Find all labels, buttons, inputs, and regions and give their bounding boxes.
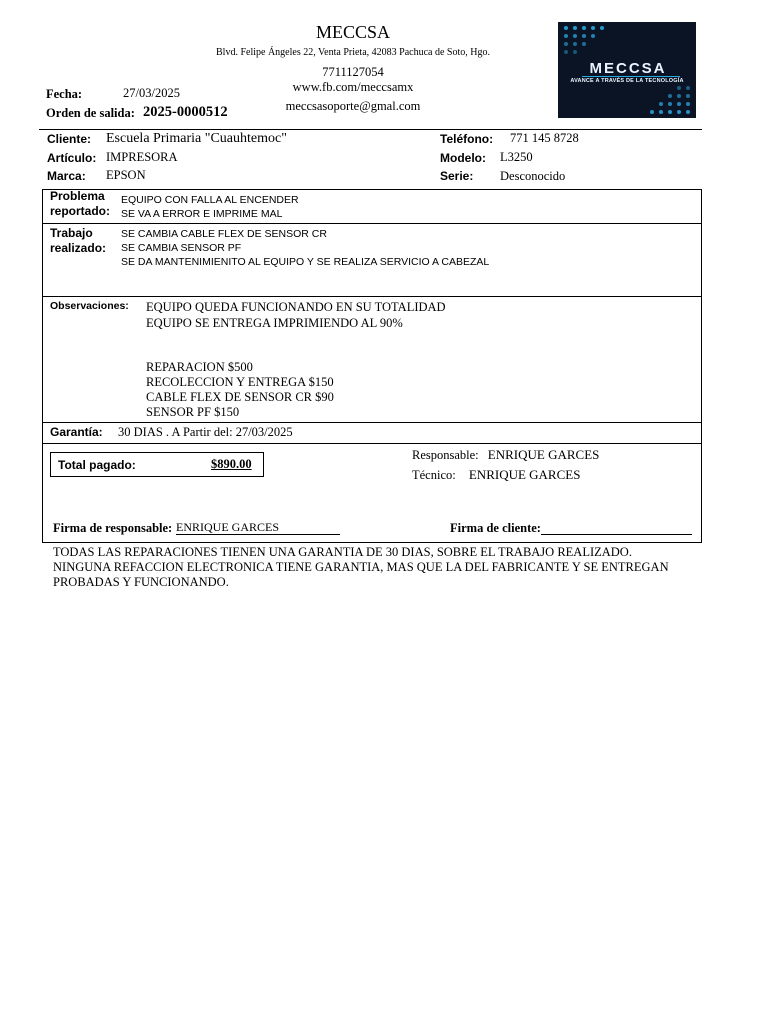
company-web: www.fb.com/meccsamx xyxy=(292,80,414,94)
logo-dot xyxy=(573,26,577,30)
company-email: meccsasoporte@gmal.com xyxy=(285,99,421,113)
serie-label: Serie: xyxy=(440,169,474,183)
row-divider-4 xyxy=(42,443,702,444)
trabajo-text xyxy=(121,227,489,269)
logo-dot xyxy=(582,42,586,46)
modelo-label: Modelo: xyxy=(440,151,486,165)
fecha-label: Fecha: xyxy=(46,87,83,101)
company-logo xyxy=(558,22,696,118)
cliente-label: Cliente: xyxy=(47,132,92,146)
logo-wordmark: MECCSA xyxy=(589,60,667,77)
logo-dot xyxy=(573,34,577,38)
garantia-label: Garantía: xyxy=(50,425,103,439)
firma-cliente-line xyxy=(541,534,692,535)
articulo-label: Artículo: xyxy=(47,151,97,165)
total-value: $890.00 xyxy=(211,457,252,471)
footer-line: NINGUNA REFACCION ELECTRONICA TIENE GARANTIA, MAS QUE LA DEL FABRICANTE Y SE ENTREGAN xyxy=(53,560,669,574)
logo-tagline: AVANCE A TRAVÉS DE LA TECNOLOGÍA xyxy=(570,78,684,84)
cost-line: RECOLECCION Y ENTREGA $150 xyxy=(146,375,334,389)
problema-label-line-2: reportado: xyxy=(50,204,110,218)
garantia-value: 30 DIAS . A Partir del: 27/03/2025 xyxy=(118,425,293,439)
footer-line: PROBADAS Y FUNCIONANDO. xyxy=(53,575,229,589)
company-name: MECCSA xyxy=(315,22,391,42)
observaciones-label: Observaciones: xyxy=(50,300,129,312)
logo-dot xyxy=(686,86,690,90)
problema-line: SE VA A ERROR E IMPRIME MAL xyxy=(121,208,283,220)
marca-label: Marca: xyxy=(47,169,86,183)
fecha-value: 27/03/2025 xyxy=(123,86,180,100)
company-phone: 7711127054 xyxy=(322,65,384,79)
orden-value: 2025-0000512 xyxy=(143,104,228,120)
logo-dot xyxy=(573,42,577,46)
firma-cliente-label: Firma de cliente: xyxy=(450,521,541,535)
cost-line: SENSOR PF $150 xyxy=(146,405,240,419)
logo-dot xyxy=(668,102,672,106)
observaciones-text xyxy=(146,299,446,331)
logo-dot xyxy=(668,110,672,114)
logo-dot xyxy=(686,110,690,114)
trabajo-line: SE DA MANTENIMIENITO AL EQUIPO Y SE REALIZA SERVICIO A CABEZAL xyxy=(121,256,490,268)
problema-label xyxy=(50,189,110,219)
marca-value: EPSON xyxy=(106,168,146,182)
trabajo-label xyxy=(50,226,106,256)
cost-line: REPARACION $500 xyxy=(146,360,253,374)
logo-dot xyxy=(582,26,586,30)
firma-responsable-label: Firma de responsable: xyxy=(53,521,173,535)
responsable-row xyxy=(412,447,599,463)
logo-dot xyxy=(582,34,586,38)
serie-value: Desconocido xyxy=(500,169,566,183)
logo-dot xyxy=(650,110,654,114)
trabajo-label-line-2: realizado: xyxy=(50,241,107,255)
articulo-value: IMPRESORA xyxy=(106,150,178,164)
logo-dot xyxy=(573,50,577,54)
logo-dot xyxy=(659,102,663,106)
row-divider-2 xyxy=(42,296,702,297)
cost-breakdown xyxy=(146,360,334,420)
footer-line: TODAS LAS REPARACIONES TIENEN UNA GARANTIA DE 30 DIAS, SOBRE EL TRABAJO REALIZADO. xyxy=(53,545,632,559)
problema-line: EQUIPO CON FALLA AL ENCENDER xyxy=(121,194,299,206)
logo-dot xyxy=(659,110,663,114)
logo-dot xyxy=(686,102,690,106)
orden-label: Orden de salida: xyxy=(46,106,135,120)
company-address: Blvd. Felipe Ángeles 22, Venta Prieta, 42083 Pachuca de Soto, Hgo. xyxy=(216,47,490,58)
logo-dot xyxy=(677,102,681,106)
problema-text xyxy=(121,193,299,221)
logo-dot xyxy=(677,86,681,90)
logo-dot xyxy=(564,26,568,30)
telefono-value: 771 145 8728 xyxy=(510,131,579,145)
problema-label-line-1: Problema xyxy=(50,189,105,203)
logo-dot xyxy=(677,94,681,98)
logo-dot xyxy=(686,94,690,98)
logo-dot xyxy=(564,42,568,46)
logo-dot xyxy=(564,34,568,38)
warranty-footer xyxy=(53,545,669,590)
tecnico-value: ENRIQUE GARCES xyxy=(468,467,581,482)
logo-dot xyxy=(591,26,595,30)
modelo-value: L3250 xyxy=(500,150,533,164)
observaciones-line: EQUIPO QUEDA FUNCIONANDO EN SU TOTALIDAD xyxy=(146,300,446,314)
observaciones-line: EQUIPO SE ENTREGA IMPRIMIENDO AL 90% xyxy=(146,316,403,330)
trabajo-line: SE CAMBIA SENSOR PF xyxy=(121,242,242,254)
header-divider xyxy=(39,129,702,130)
row-divider-3 xyxy=(42,422,702,423)
telefono-label: Teléfono: xyxy=(440,132,494,146)
responsable-label: Responsable: xyxy=(412,448,479,462)
responsable-value: ENRIQUE GARCES xyxy=(487,447,600,462)
logo-dot xyxy=(677,110,681,114)
tecnico-row xyxy=(412,467,580,483)
logo-dot xyxy=(668,94,672,98)
trabajo-line: SE CAMBIA CABLE FLEX DE SENSOR CR xyxy=(121,228,327,240)
firma-responsable-value: ENRIQUE GARCES xyxy=(176,520,280,534)
logo-dot xyxy=(600,26,604,30)
total-label: Total pagado: xyxy=(58,458,136,472)
cost-line: CABLE FLEX DE SENSOR CR $90 xyxy=(146,390,334,404)
trabajo-label-line-1: Trabajo xyxy=(50,226,93,240)
logo-dot xyxy=(564,50,568,54)
cliente-value: Escuela Primaria "Cuauhtemoc" xyxy=(106,131,287,146)
firma-responsable-line xyxy=(176,521,340,535)
row-divider-1 xyxy=(42,223,702,224)
logo-dot xyxy=(591,34,595,38)
tecnico-label: Técnico: xyxy=(412,468,456,482)
